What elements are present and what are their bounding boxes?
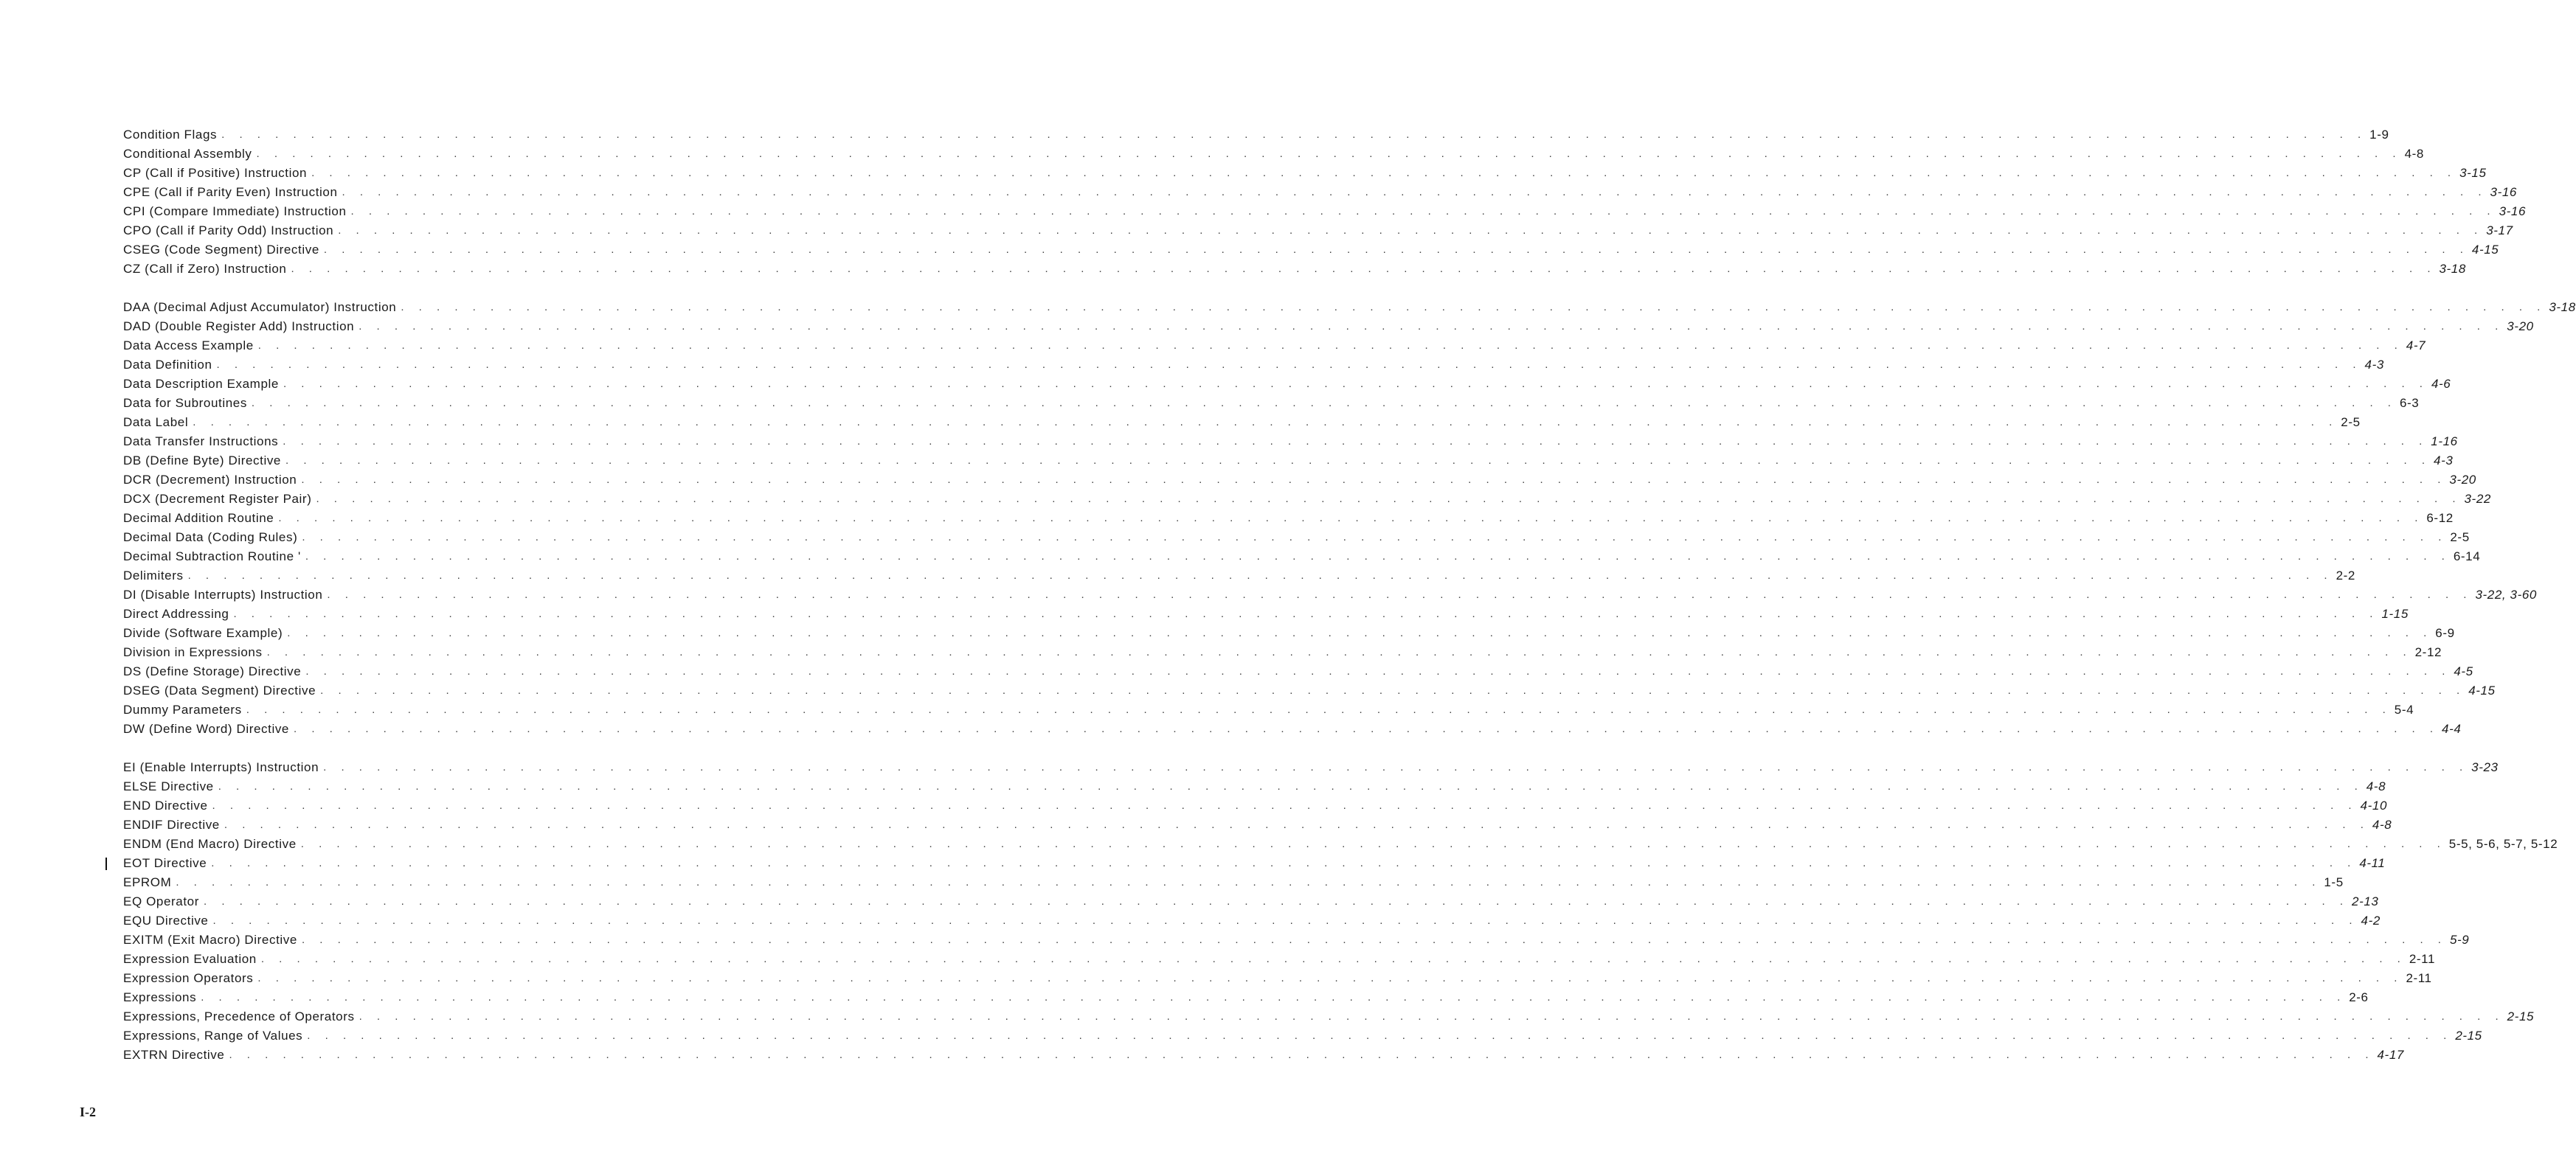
dot-leader: . . . . . . . . . . . . . . . . . . . . . . . . . . . . . . . . . . . . . . . . . . . . . . . . . . . . . . . . . . . . . . . . . . . . . . . . . . . . . . . . . . . . . . . . . . . . . . . . . . . . . . . . . . . . . . . . . . . . . . . . bbox=[211, 857, 2357, 869]
change-bar bbox=[105, 858, 107, 870]
index-entry bbox=[123, 854, 2386, 873]
index-entry bbox=[123, 451, 2454, 470]
dot-leader: . . . . . . . . . . . . . . . . . . . . . . . . . . . . . . . . . . . . . . . . . . . . . . . . . . . . . . . . . . . . . . . . . . . . . . . . . . . . . . . . . . . . . . . . . . . . . . . . . . . . . . . . . . . . . . . . . . . . . . . . bbox=[323, 243, 2469, 256]
index-term: DSEG (Data Segment) Directive bbox=[123, 684, 316, 698]
dot-leader: . . . . . . . . . . . . . . . . . . . . . . . . . . . . . . . . . . . . . . . . . . . . . . . . . . . . . . . . . . . . . . . . . . . . . . . . . . . . . . . . . . . . . . . . . . . . . . . . . . . . . . . . . . . . . . . . . . . . . . . . bbox=[283, 435, 2428, 448]
index-page-ref: 4-17 bbox=[2377, 1048, 2404, 1062]
index-term: Expressions bbox=[123, 990, 197, 1004]
index-page-ref: 4-10 bbox=[2360, 799, 2388, 813]
dot-leader: . . . . . . . . . . . . . . . . . . . . . . . . . . . . . . . . . . . . . . . . . . . . . . . . . . . . . . . . . . . . . . . . . . . . . . . . . . . . . . . . . . . . . . . . . . . . . . . . . . . . . . . . . . . . . . . . . . . . . . . . bbox=[316, 493, 2462, 505]
dot-leader: . . . . . . . . . . . . . . . . . . . . . . . . . . . . . . . . . . . . . . . . . . . . . . . . . . . . . . . . . . . . . . . . . . . . . . . . . . . . . . . . . . . . . . . . . . . . . . . . . . . . . . . . . . . . . . . . . . . . . . . . bbox=[257, 972, 2403, 984]
index-page-ref: 3-20 bbox=[2507, 319, 2534, 333]
index-entry bbox=[123, 298, 2576, 317]
index-list bbox=[123, 125, 2576, 1084]
index-page-ref: 3-17 bbox=[2486, 223, 2513, 237]
index-page-ref: 6-12 bbox=[2426, 511, 2454, 525]
dot-leader: . . . . . . . . . . . . . . . . . . . . . . . . . . . . . . . . . . . . . . . . . . . . . . . . . . . . . . . . . . . . . . . . . . . . . . . . . . . . . . . . . . . . . . . . . . . . . . . . . . . . . . . . . . . . . . . . . . . . . . . . bbox=[187, 569, 2333, 582]
index-term: Data Label bbox=[123, 415, 189, 429]
dot-leader: . . . . . . . . . . . . . . . . . . . . . . . . . . . . . . . . . . . . . . . . . . . . . . . . . . . . . . . . . . . . . . . . . . . . . . . . . . . . . . . . . . . . . . . . . . . . . . . . . . . . . . . . . . . . . . . . . . . . . . . . bbox=[212, 799, 2358, 812]
index-entry bbox=[123, 605, 2409, 624]
dot-leader: . . . . . . . . . . . . . . . . . . . . . . . . . . . . . . . . . . . . . . . . . . . . . . . . . . . . . . . . . . . . . . . . . . . . . . . . . . . . . . . . . . . . . . . . . . . . . . . . . . . . . . . . . . . . . . . . . . . . . . . . bbox=[285, 454, 2431, 467]
index-entry bbox=[123, 375, 2451, 394]
index-entry bbox=[123, 413, 2361, 432]
index-term: Direct Addressing bbox=[123, 607, 229, 621]
dot-leader: . . . . . . . . . . . . . . . . . . . . . . . . . . . . . . . . . . . . . . . . . . . . . . . . . . . . . . . . . . . . . . . . . . . . . . . . . . . . . . . . . . . . . . . . . . . . . . . . . . . . . . . . . . . . . . . . . . . . . . . . bbox=[256, 147, 2402, 160]
index-term: EQ Operator bbox=[123, 894, 199, 908]
index-entry bbox=[123, 528, 2470, 547]
index-entry bbox=[123, 835, 2558, 854]
dot-leader: . . . . . . . . . . . . . . . . . . . . . . . . . . . . . . . . . . . . . . . . . . . . . . . . . . . . . . . . . . . . . . . . . . . . . . . . . . . . . . . . . . . . . . . . . . . . . . . . . . . . . . . . . . . . . . . . . . . . . . . . bbox=[301, 473, 2447, 486]
dot-leader: . . . . . . . . . . . . . . . . . . . . . . . . . . . . . . . . . . . . . . . . . . . . . . . . . . . . . . . . . . . . . . . . . . . . . . . . . . . . . . . . . . . . . . . . . . . . . . . . . . . . . . . . . . . . . . . . . . . . . . . . bbox=[305, 550, 2451, 563]
index-term: DB (Define Byte) Directive bbox=[123, 453, 281, 467]
dot-leader: . . . . . . . . . . . . . . . . . . . . . . . . . . . . . . . . . . . . . . . . . . . . . . . . . . . . . . . . . . . . . . . . . . . . . . . . . . . . . . . . . . . . . . . . . . . . . . . . . . . . . . . . . . . . . . . . . . . . . . . . bbox=[176, 876, 2321, 889]
index-entry bbox=[123, 796, 2388, 816]
index-term: Decimal Subtraction Routine ' bbox=[123, 549, 301, 563]
dot-leader: . . . . . . . . . . . . . . . . . . . . . . . . . . . . . . . . . . . . . . . . . . . . . . . . . . . . . . . . . . . . . . . . . . . . . . . . . . . . . . . . . . . . . . . . . . . . . . . . . . . . . . . . . . . . . . . . . . . . . . . . bbox=[278, 512, 2424, 524]
index-term: CPE (Call if Parity Even) Instruction bbox=[123, 185, 338, 199]
dot-leader: . . . . . . . . . . . . . . . . . . . . . . . . . . . . . . . . . . . . . . . . . . . . . . . . . . . . . . . . . . . . . . . . . . . . . . . . . . . . . . . . . . . . . . . . . . . . . . . . . . . . . . . . . . . . . . . . . . . . . . . . bbox=[323, 761, 2469, 774]
dot-leader: . . . . . . . . . . . . . . . . . . . . . . . . . . . . . . . . . . . . . . . . . . . . . . . . . . . . . . . . . . . . . . . . . . . . . . . . . . . . . . . . . . . . . . . . . . . . . . . . . . . . . . . . . . . . . . . . . . . . . . . . bbox=[218, 780, 2364, 793]
index-term: Divide (Software Example) bbox=[123, 626, 283, 640]
index-entry bbox=[123, 336, 2426, 355]
index-entry bbox=[123, 394, 2420, 413]
index-entry bbox=[123, 490, 2491, 509]
dot-leader: . . . . . . . . . . . . . . . . . . . . . . . . . . . . . . . . . . . . . . . . . . . . . . . . . . . . . . . . . . . . . . . . . . . . . . . . . . . . . . . . . . . . . . . . . . . . . . . . . . . . . . . . . . . . . . . . . . . . . . . . bbox=[359, 320, 2504, 333]
index-page-ref: 4-3 bbox=[2364, 358, 2384, 372]
dot-leader: . . . . . . . . . . . . . . . . . . . . . . . . . . . . . . . . . . . . . . . . . . . . . . . . . . . . . . . . . . . . . . . . . . . . . . . . . . . . . . . . . . . . . . . . . . . . . . . . . . . . . . . . . . . . . . . . . . . . . . . . bbox=[305, 665, 2451, 678]
index-term: DAA (Decimal Adjust Accumulator) Instruction bbox=[123, 300, 397, 314]
dot-leader: . . . . . . . . . . . . . . . . . . . . . . . . . . . . . . . . . . . . . . . . . . . . . . . . . . . . . . . . . . . . . . . . . . . . . . . . . . . . . . . . . . . . . . . . . . . . . . . . . . . . . . . . . . . . . . . . . . . . . . . . bbox=[203, 895, 2350, 908]
index-page-ref: 3-18 bbox=[2549, 300, 2576, 314]
index-term: EOT Directive bbox=[123, 856, 207, 870]
index-page-ref: 4-6 bbox=[2431, 377, 2451, 391]
index-entry bbox=[123, 720, 2462, 739]
index-term: ENDM (End Macro) Directive bbox=[123, 837, 297, 851]
index-entry bbox=[123, 260, 2466, 279]
index-page-ref: 2-6 bbox=[2349, 990, 2369, 1004]
dot-leader: . . . . . . . . . . . . . . . . . . . . . . . . . . . . . . . . . . . . . . . . . . . . . . . . . . . . . . . . . . . . . . . . . . . . . . . . . . . . . . . . . . . . . . . . . . . . . . . . . . . . . . . . . . . . . . . . . . . . . . . . bbox=[302, 531, 2448, 543]
index-page-ref: 4-7 bbox=[2406, 338, 2426, 352]
index-entry bbox=[123, 432, 2458, 451]
index-entry bbox=[123, 164, 2487, 183]
index-entry bbox=[123, 355, 2384, 375]
dot-leader: . . . . . . . . . . . . . . . . . . . . . . . . . . . . . . . . . . . . . . . . . . . . . . . . . . . . . . . . . . . . . . . . . . . . . . . . . . . . . . . . . . . . . . . . . . . . . . . . . . . . . . . . . . . . . . . . . . . . . . . . bbox=[342, 186, 2487, 198]
index-term: EXITM (Exit Macro) Directive bbox=[123, 933, 297, 947]
index-entry bbox=[123, 988, 2369, 1007]
index-page-ref: 6-14 bbox=[2453, 549, 2481, 563]
index-entry bbox=[123, 816, 2392, 835]
dot-leader: . . . . . . . . . . . . . . . . . . . . . . . . . . . . . . . . . . . . . . . . . . . . . . . . . . . . . . . . . . . . . . . . . . . . . . . . . . . . . . . . . . . . . . . . . . . . . . . . . . . . . . . . . . . . . . . . . . . . . . . . bbox=[350, 205, 2496, 218]
index-page-ref: 2-13 bbox=[2352, 894, 2379, 908]
index-term: DS (Define Storage) Directive bbox=[123, 664, 302, 678]
index-term: EQU Directive bbox=[123, 914, 209, 928]
dot-leader: . . . . . . . . . . . . . . . . . . . . . . . . . . . . . . . . . . . . . . . . . . . . . . . . . . . . . . . . . . . . . . . . . . . . . . . . . . . . . . . . . . . . . . . . . . . . . . . . . . . . . . . . . . . . . . . . . . . . . . . . bbox=[229, 1049, 2375, 1061]
index-page-ref: 3-23 bbox=[2471, 760, 2499, 774]
index-page-ref: 5-4 bbox=[2394, 703, 2414, 717]
index-page-ref: 4-8 bbox=[2372, 818, 2392, 832]
index-page-ref: 4-4 bbox=[2442, 722, 2462, 736]
index-page-ref: 4-8 bbox=[2366, 779, 2386, 793]
index-term: Data for Subroutines bbox=[123, 396, 247, 410]
index-entry bbox=[123, 911, 2381, 931]
index-page-ref: 4-15 bbox=[2471, 243, 2499, 257]
dot-leader: . . . . . . . . . . . . . . . . . . . . . . . . . . . . . . . . . . . . . . . . . . . . . . . . . . . . . . . . . . . . . . . . . . . . . . . . . . . . . . . . . . . . . . . . . . . . . . . . . . . . . . . . . . . . . . . . . . . . . . . . bbox=[221, 128, 2367, 141]
index-term: Expressions, Range of Values bbox=[123, 1029, 303, 1043]
dot-leader: . . . . . . . . . . . . . . . . . . . . . . . . . . . . . . . . . . . . . . . . . . . . . . . . . . . . . . . . . . . . . . . . . . . . . . . . . . . . . . . . . . . . . . . . . . . . . . . . . . . . . . . . . . . . . . . . . . . . . . . . bbox=[216, 358, 2362, 371]
dot-leader: . . . . . . . . . . . . . . . . . . . . . . . . . . . . . . . . . . . . . . . . . . . . . . . . . . . . . . . . . . . . . . . . . . . . . . . . . . . . . . . . . . . . . . . . . . . . . . . . . . . . . . . . . . . . . . . . . . . . . . . . bbox=[301, 934, 2447, 946]
index-page-ref: 1-15 bbox=[2381, 607, 2409, 621]
index-term: Data Description Example bbox=[123, 377, 279, 391]
index-term: CSEG (Code Segment) Directive bbox=[123, 243, 319, 257]
index-page-ref: 2-11 bbox=[2406, 971, 2432, 985]
index-page-ref: 1-9 bbox=[2369, 128, 2389, 142]
index-term: CPI (Compare Immediate) Instruction bbox=[123, 204, 347, 218]
index-page-ref: 2-5 bbox=[2341, 415, 2361, 429]
index-page-ref: 3-18 bbox=[2439, 262, 2466, 276]
index-page-ref: 2-11 bbox=[2409, 952, 2436, 966]
index-term: DCR (Decrement) Instruction bbox=[123, 473, 297, 487]
dot-leader: . . . . . . . . . . . . . . . . . . . . . . . . . . . . . . . . . . . . . . . . . . . . . . . . . . . . . . . . . . . . . . . . . . . . . . . . . . . . . . . . . . . . . . . . . . . . . . . . . . . . . . . . . . . . . . . . . . . . . . . . bbox=[193, 416, 2338, 428]
dot-leader: . . . . . . . . . . . . . . . . . . . . . . . . . . . . . . . . . . . . . . . . . . . . . . . . . . . . . . . . . . . . . . . . . . . . . . . . . . . . . . . . . . . . . . . . . . . . . . . . . . . . . . . . . . . . . . . . . . . . . . . . bbox=[212, 914, 2358, 927]
index-entry bbox=[123, 662, 2473, 681]
index-page-ref: 4-8 bbox=[2404, 147, 2424, 161]
index-page-ref: 6-3 bbox=[2399, 396, 2420, 410]
index-entry bbox=[123, 873, 2344, 892]
index-term: Decimal Data (Coding Rules) bbox=[123, 530, 298, 544]
index-page-ref: 4-5 bbox=[2454, 664, 2473, 678]
index-page-ref: 1-5 bbox=[2324, 875, 2344, 889]
index-entry bbox=[123, 758, 2499, 777]
index-page-ref: 2-15 bbox=[2507, 1009, 2535, 1023]
index-term: Decimal Addition Routine bbox=[123, 511, 274, 525]
index-entry bbox=[123, 509, 2454, 528]
dot-leader: . . . . . . . . . . . . . . . . . . . . . . . . . . . . . . . . . . . . . . . . . . . . . . . . . . . . . . . . . . . . . . . . . . . . . . . . . . . . . . . . . . . . . . . . . . . . . . . . . . . . . . . . . . . . . . . . . . . . . . . . bbox=[287, 627, 2433, 639]
dot-leader: . . . . . . . . . . . . . . . . . . . . . . . . . . . . . . . . . . . . . . . . . . . . . . . . . . . . . . . . . . . . . . . . . . . . . . . . . . . . . . . . . . . . . . . . . . . . . . . . . . . . . . . . . . . . . . . . . . . . . . . . bbox=[320, 684, 2466, 697]
index-page-ref: 3-22, 3-60 bbox=[2475, 588, 2537, 602]
dot-leader: . . . . . . . . . . . . . . . . . . . . . . . . . . . . . . . . . . . . . . . . . . . . . . . . . . . . . . . . . . . . . . . . . . . . . . . . . . . . . . . . . . . . . . . . . . . . . . . . . . . . . . . . . . . . . . . . . . . . . . . . bbox=[246, 703, 2392, 716]
dot-leader: . . . . . . . . . . . . . . . . . . . . . . . . . . . . . . . . . . . . . . . . . . . . . . . . . . . . . . . . . . . . . . . . . . . . . . . . . . . . . . . . . . . . . . . . . . . . . . . . . . . . . . . . . . . . . . . . . . . . . . . . bbox=[224, 818, 2369, 831]
index-term: Expression Evaluation bbox=[123, 952, 257, 966]
index-entry bbox=[123, 777, 2386, 796]
index-page-ref: 2-2 bbox=[2336, 569, 2355, 583]
index-entry bbox=[123, 892, 2379, 911]
index-entry bbox=[123, 183, 2517, 202]
index-term: END Directive bbox=[123, 799, 208, 813]
index-term: Delimiters bbox=[123, 569, 184, 583]
dot-leader: . . . . . . . . . . . . . . . . . . . . . . . . . . . . . . . . . . . . . . . . . . . . . . . . . . . . . . . . . . . . . . . . . . . . . . . . . . . . . . . . . . . . . . . . . . . . . . . . . . . . . . . . . . . . . . . . . . . . . . . . bbox=[311, 167, 2457, 179]
index-term: CZ (Call if Zero) Instruction bbox=[123, 262, 287, 276]
index-entry bbox=[123, 202, 2527, 221]
index-term: EXTRN Directive bbox=[123, 1048, 225, 1062]
index-term: DW (Define Word) Directive bbox=[123, 722, 289, 736]
index-page-ref: 4-15 bbox=[2468, 684, 2496, 698]
index-term: Expressions, Precedence of Operators bbox=[123, 1009, 355, 1023]
index-page-ref: 3-22 bbox=[2464, 492, 2491, 506]
index-page-ref: 4-11 bbox=[2359, 856, 2386, 870]
index-entry bbox=[123, 950, 2436, 969]
index-entry bbox=[123, 1026, 2482, 1046]
index-entry bbox=[123, 125, 2389, 145]
index-term: ENDIF Directive bbox=[123, 818, 220, 832]
index-term: EI (Enable Interrupts) Instruction bbox=[123, 760, 319, 774]
index-term: Conditional Assembly bbox=[123, 147, 252, 161]
index-page-ref: 5-9 bbox=[2449, 933, 2470, 947]
index-term: DI (Disable Interrupts) Instruction bbox=[123, 588, 323, 602]
index-group bbox=[123, 758, 2558, 1065]
index-entry bbox=[123, 701, 2414, 720]
index-entry bbox=[123, 969, 2432, 988]
dot-leader: . . . . . . . . . . . . . . . . . . . . . . . . . . . . . . . . . . . . . . . . . . . . . . . . . . . . . . . . . . . . . . . . . . . . . . . . . . . . . . . . . . . . . . . . . . . . . . . . . . . . . . . . . . . . . . . . . . . . . . . . bbox=[257, 339, 2403, 352]
dot-leader: . . . . . . . . . . . . . . . . . . . . . . . . . . . . . . . . . . . . . . . . . . . . . . . . . . . . . . . . . . . . . . . . . . . . . . . . . . . . . . . . . . . . . . . . . . . . . . . . . . . . . . . . . . . . . . . . . . . . . . . . bbox=[401, 301, 2546, 313]
index-term: Dummy Parameters bbox=[123, 703, 242, 717]
index-page-ref: 2-15 bbox=[2455, 1029, 2482, 1043]
index-term: Division in Expressions bbox=[123, 645, 263, 659]
page-number: I-2 bbox=[80, 1105, 96, 1119]
index-term: DCX (Decrement Register Pair) bbox=[123, 492, 312, 506]
index-page-ref: 4-3 bbox=[2434, 453, 2454, 467]
index-page-ref: 3-15 bbox=[2459, 166, 2487, 180]
index-entry bbox=[123, 221, 2513, 240]
index-entry bbox=[123, 585, 2537, 605]
dot-leader: . . . . . . . . . . . . . . . . . . . . . . . . . . . . . . . . . . . . . . . . . . . . . . . . . . . . . . . . . . . . . . . . . . . . . . . . . . . . . . . . . . . . . . . . . . . . . . . . . . . . . . . . . . . . . . . . . . . . . . . . bbox=[260, 953, 2406, 965]
index-term: Data Definition bbox=[123, 358, 212, 372]
index-entry bbox=[123, 547, 2481, 566]
index-entry bbox=[123, 1007, 2535, 1026]
dot-leader: . . . . . . . . . . . . . . . . . . . . . . . . . . . . . . . . . . . . . . . . . . . . . . . . . . . . . . . . . . . . . . . . . . . . . . . . . . . . . . . . . . . . . . . . . . . . . . . . . . . . . . . . . . . . . . . . . . . . . . . . bbox=[266, 646, 2412, 658]
index-entry bbox=[123, 624, 2455, 643]
index-page-ref: 3-16 bbox=[2490, 185, 2517, 199]
index-entry bbox=[123, 240, 2499, 260]
dot-leader: . . . . . . . . . . . . . . . . . . . . . . . . . . . . . . . . . . . . . . . . . . . . . . . . . . . . . . . . . . . . . . . . . . . . . . . . . . . . . . . . . . . . . . . . . . . . . . . . . . . . . . . . . . . . . . . . . . . . . . . . bbox=[300, 838, 2446, 850]
index-entry bbox=[123, 470, 2476, 490]
dot-leader: . . . . . . . . . . . . . . . . . . . . . . . . . . . . . . . . . . . . . . . . . . . . . . . . . . . . . . . . . . . . . . . . . . . . . . . . . . . . . . . . . . . . . . . . . . . . . . . . . . . . . . . . . . . . . . . . . . . . . . . . bbox=[338, 224, 2484, 237]
index-term: Condition Flags bbox=[123, 128, 218, 142]
index-group bbox=[123, 298, 2576, 739]
index-entry bbox=[123, 681, 2496, 701]
index-page-ref: 2-12 bbox=[2414, 645, 2442, 659]
dot-leader: . . . . . . . . . . . . . . . . . . . . . . . . . . . . . . . . . . . . . . . . . . . . . . . . . . . . . . . . . . . . . . . . . . . . . . . . . . . . . . . . . . . . . . . . . . . . . . . . . . . . . . . . . . . . . . . . . . . . . . . . bbox=[359, 1010, 2504, 1023]
index-group bbox=[123, 125, 2527, 279]
index-term: Expression Operators bbox=[123, 971, 254, 985]
dot-leader: . . . . . . . . . . . . . . . . . . . . . . . . . . . . . . . . . . . . . . . . . . . . . . . . . . . . . . . . . . . . . . . . . . . . . . . . . . . . . . . . . . . . . . . . . . . . . . . . . . . . . . . . . . . . . . . . . . . . . . . . bbox=[327, 588, 2473, 601]
index-entry bbox=[123, 1046, 2404, 1065]
index-entry bbox=[123, 931, 2470, 950]
index-entry bbox=[123, 566, 2355, 585]
dot-leader: . . . . . . . . . . . . . . . . . . . . . . . . . . . . . . . . . . . . . . . . . . . . . . . . . . . . . . . . . . . . . . . . . . . . . . . . . . . . . . . . . . . . . . . . . . . . . . . . . . . . . . . . . . . . . . . . . . . . . . . . bbox=[251, 397, 2397, 409]
dot-leader: . . . . . . . . . . . . . . . . . . . . . . . . . . . . . . . . . . . . . . . . . . . . . . . . . . . . . . . . . . . . . . . . . . . . . . . . . . . . . . . . . . . . . . . . . . . . . . . . . . . . . . . . . . . . . . . . . . . . . . . . bbox=[283, 378, 2428, 390]
index-page-ref: 3-16 bbox=[2499, 204, 2527, 218]
index-entry bbox=[123, 643, 2442, 662]
index-term: Data Access Example bbox=[123, 338, 254, 352]
index-page-ref: 4-2 bbox=[2361, 914, 2381, 928]
dot-leader: . . . . . . . . . . . . . . . . . . . . . . . . . . . . . . . . . . . . . . . . . . . . . . . . . . . . . . . . . . . . . . . . . . . . . . . . . . . . . . . . . . . . . . . . . . . . . . . . . . . . . . . . . . . . . . . . . . . . . . . . bbox=[307, 1029, 2453, 1042]
index-term: CP (Call if Positive) Instruction bbox=[123, 166, 308, 180]
index-entry bbox=[123, 317, 2534, 336]
index-page-ref: 6-9 bbox=[2435, 626, 2455, 640]
dot-leader: . . . . . . . . . . . . . . . . . . . . . . . . . . . . . . . . . . . . . . . . . . . . . . . . . . . . . . . . . . . . . . . . . . . . . . . . . . . . . . . . . . . . . . . . . . . . . . . . . . . . . . . . . . . . . . . . . . . . . . . . bbox=[233, 608, 2379, 620]
dot-leader: . . . . . . . . . . . . . . . . . . . . . . . . . . . . . . . . . . . . . . . . . . . . . . . . . . . . . . . . . . . . . . . . . . . . . . . . . . . . . . . . . . . . . . . . . . . . . . . . . . . . . . . . . . . . . . . . . . . . . . . . bbox=[201, 991, 2347, 1004]
index-page-ref: 1-16 bbox=[2431, 434, 2458, 448]
index-term: CPO (Call if Parity Odd) Instruction bbox=[123, 223, 334, 237]
index-term: Data Transfer Instructions bbox=[123, 434, 279, 448]
index-page-ref: 2-5 bbox=[2450, 530, 2470, 544]
index-page-ref: 3-20 bbox=[2449, 473, 2476, 487]
index-term: DAD (Double Register Add) Instruction bbox=[123, 319, 355, 333]
index-term: ELSE Directive bbox=[123, 779, 214, 793]
index-page-ref: 5-5, 5-6, 5-7, 5-12 bbox=[2448, 837, 2558, 851]
dot-leader: . . . . . . . . . . . . . . . . . . . . . . . . . . . . . . . . . . . . . . . . . . . . . . . . . . . . . . . . . . . . . . . . . . . . . . . . . . . . . . . . . . . . . . . . . . . . . . . . . . . . . . . . . . . . . . . . . . . . . . . . bbox=[294, 723, 2440, 735]
index-term: EPROM bbox=[123, 875, 172, 889]
dot-leader: . . . . . . . . . . . . . . . . . . . . . . . . . . . . . . . . . . . . . . . . . . . . . . . . . . . . . . . . . . . . . . . . . . . . . . . . . . . . . . . . . . . . . . . . . . . . . . . . . . . . . . . . . . . . . . . . . . . . . . . . bbox=[291, 263, 2437, 275]
index-entry bbox=[123, 145, 2424, 164]
